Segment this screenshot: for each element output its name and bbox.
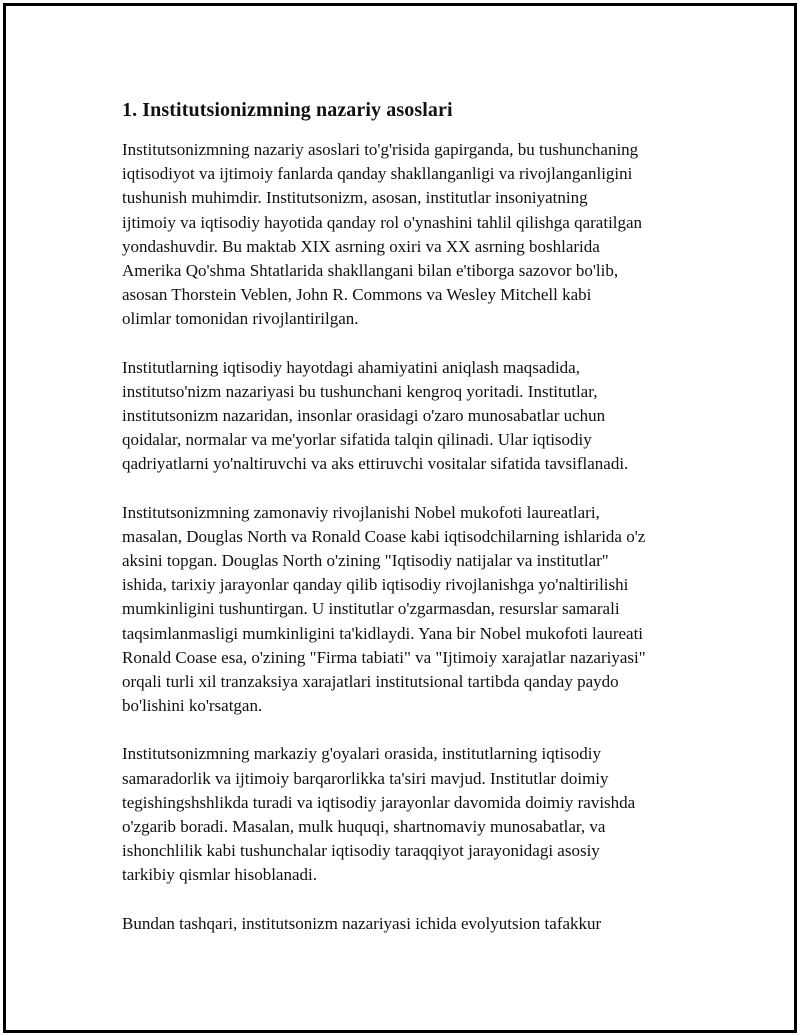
text-line: ishida, tarixiy jarayonlar qanday qilib iqtisodiy rivojlanishga yo'naltirilishi — [122, 575, 629, 595]
text-line: qadriyatlarni yo'naltiruvchi va aks ettiruvchi vositalar sifatida tavsiflanadi. — [122, 454, 629, 474]
text-line: Institutsonizmning nazariy asoslari to'g'risida gapirganda, bu tushunchaning — [122, 140, 639, 159]
paragraph-4 — [122, 742, 702, 887]
paragraph-2 — [122, 356, 702, 477]
text-line: tarkibiy qismlar hisoblanadi. — [122, 865, 317, 885]
text-line: o'zgarib boradi. Masalan, mulk huquqi, shartnomaviy munosabatlar, va — [122, 817, 606, 837]
text-line: institutsonizm nazaridan, insonlar orasidagi o'zaro munosabatlar uchun — [122, 406, 606, 426]
text-line: asosan Thorstein Veblen, John R. Commons va Wesley Mitchell kabi — [122, 285, 592, 305]
text-line: Institutlarning iqtisodiy hayotdagi ahamiyatini aniqlash maqsadida, — [122, 357, 580, 377]
text-line: ishonchlilik kabi tushunchalar iqtisodiy taraqqiyot jarayonidagi asosiy — [122, 841, 600, 861]
text-line: Institutsonizmning zamonaviy rivojlanishi Nobel mukofoti laureatlari, — [122, 502, 600, 522]
text-line: Bundan tashqari, institutsonizm nazariyasi ichida evolyutsion tafakkur — [122, 913, 602, 933]
text-line: iqtisodiyot va ijtimoiy fanlarda qanday shakllanganligi va rivojlanganligini — [122, 164, 633, 184]
text-line: institutso'nizm nazariyasi bu tushunchani kengroq yoritadi. Institutlar, — [122, 381, 598, 401]
section-heading: 1. Institutsionizmning nazariy asoslari — [122, 99, 453, 121]
paragraph-1 — [122, 138, 702, 332]
page-frame — [3, 3, 797, 1033]
text-line: mumkinligini tushuntirgan. U institutlar o'zgarmasdan, resurslar samarali — [122, 599, 620, 619]
paragraph-3 — [122, 501, 702, 719]
text-line: yondashuvdir. Bu maktab XIX asrning oxiri va XX asrning boshlarida — [122, 236, 600, 256]
text-line: masalan, Douglas North va Ronald Coase kabi iqtisodchilarning ishlarida o'z — [122, 526, 646, 546]
text-line: tushunish muhimdir. Institutsonizm, asosan, institutlar insoniyatning — [122, 188, 588, 208]
text-line: orqali turli xil tranzaksiya xarajatlari institutsional tartibda qanday paydo — [122, 672, 619, 692]
text-line: tegishingshshlikda turadi va iqtisodiy jarayonlar davomida doimiy ravishda — [122, 792, 636, 812]
document-body — [122, 96, 702, 960]
text-line: ijtimoiy va iqtisodiy hayotida qanday rol o'ynashini tahlil qilishga qaratilgan — [122, 212, 643, 232]
text-line: Ronald Coase esa, o'zining "Firma tabiati" va "Ijtimoiy xarajatlar nazariyasi" — [122, 647, 646, 667]
text-line: samaradorlik va ijtimoiy barqarorlikka ta'siri mavjud. Institutlar doimiy — [122, 768, 609, 788]
text-line: taqsimlanmasligi mumkinligini ta'kidlaydi. Yana bir Nobel mukofoti laureati — [122, 623, 644, 643]
text-line: qoidalar, normalar va me'yorlar sifatida talqin qilinadi. Ular iqtisodiy — [122, 430, 592, 450]
text-line: Amerika Qo'shma Shtatlarida shakllangani bilan e'tiborga sazovor bo'lib, — [122, 261, 619, 281]
paragraph-5 — [122, 912, 702, 936]
text-line: bo'lishini ko'rsatgan. — [122, 696, 263, 716]
text-line: olimlar tomonidan rivojlantirilgan. — [122, 309, 359, 329]
text-line: aksini topgan. Douglas North o'zining "Iqtisodiy natijalar va institutlar" — [122, 551, 609, 571]
text-line: Institutsonizmning markaziy g'oyalari orasida, institutlarning iqtisodiy — [122, 744, 601, 764]
